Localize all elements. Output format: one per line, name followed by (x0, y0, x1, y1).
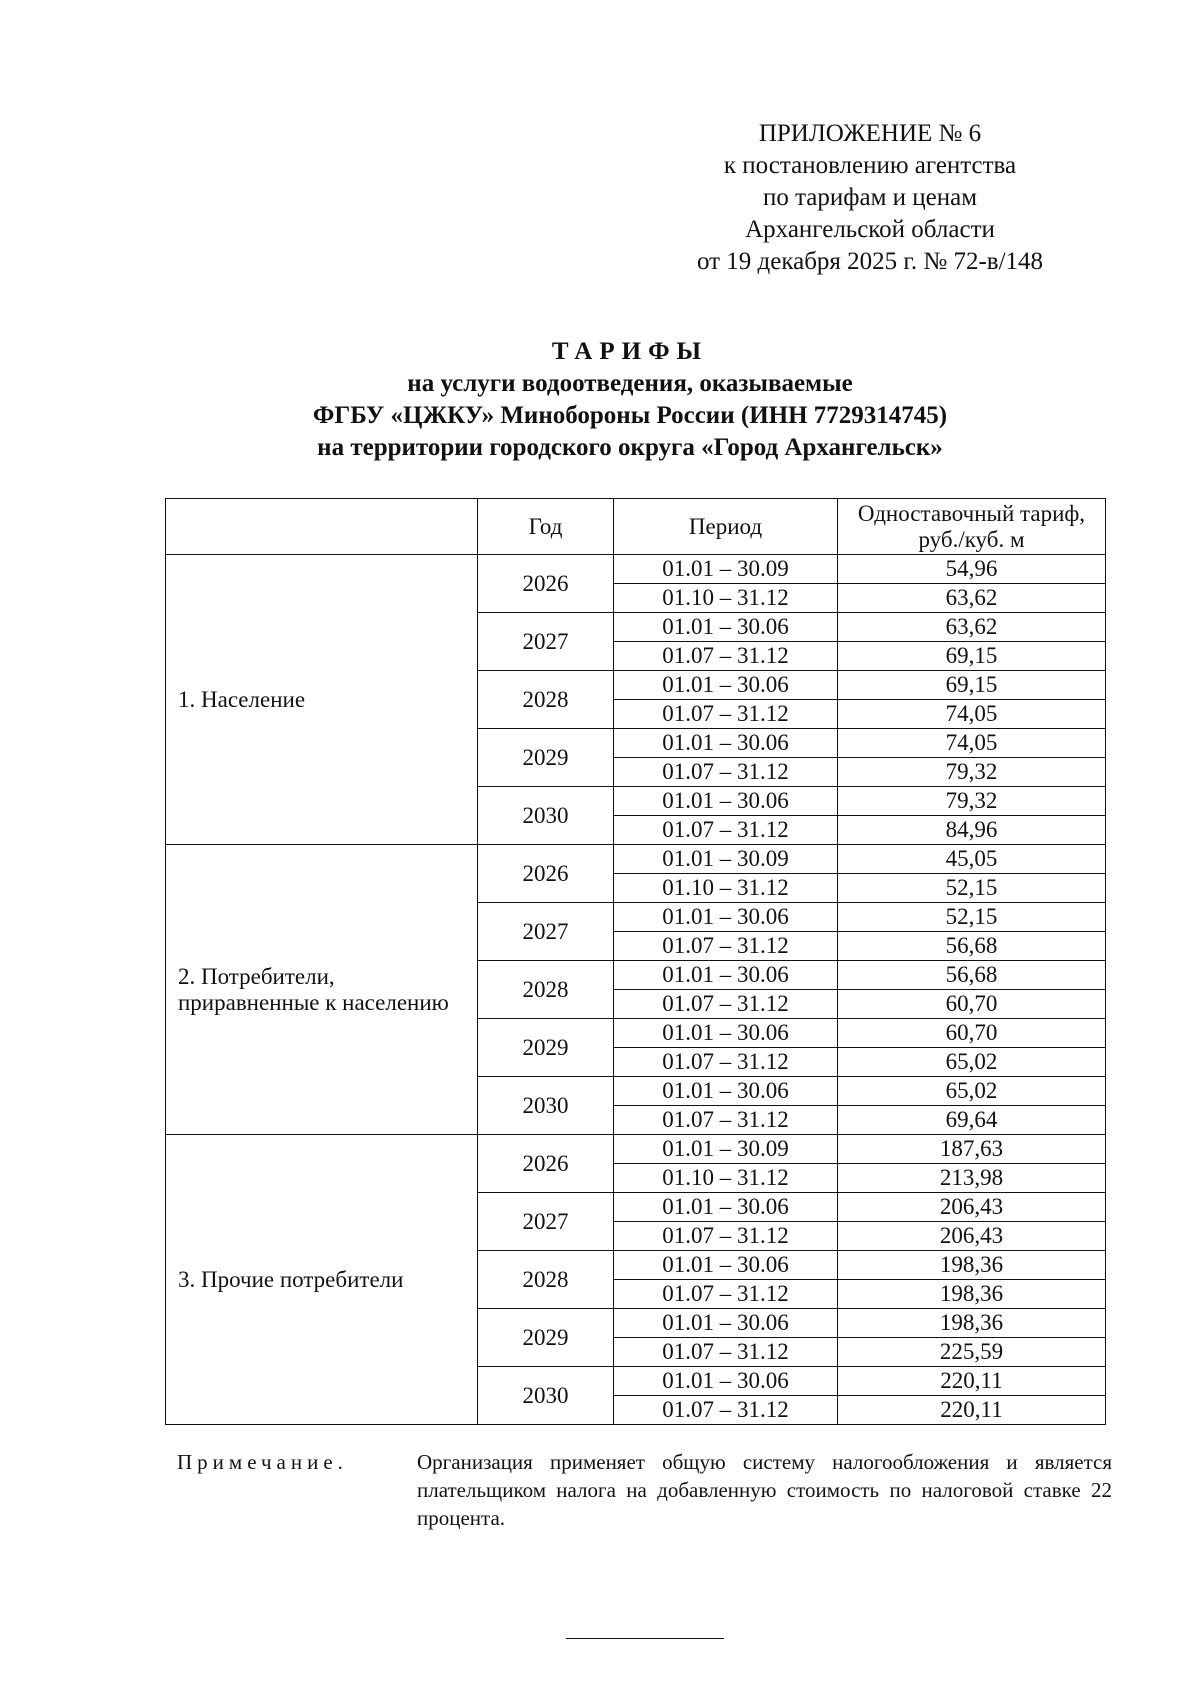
period-cell: 01.01 – 30.06 (614, 961, 838, 990)
period-cell: 01.01 – 30.06 (614, 787, 838, 816)
tariff-value-cell: 79,32 (838, 787, 1106, 816)
table-row (166, 555, 1106, 584)
year-cell: 2028 (478, 961, 614, 1019)
period-cell: 01.01 – 30.06 (614, 613, 838, 642)
tariff-value-cell: 45,05 (838, 845, 1106, 874)
year-cell: 2026 (478, 1135, 614, 1193)
period-cell: 01.10 – 31.12 (614, 874, 838, 903)
period-cell: 01.01 – 30.09 (614, 555, 838, 584)
tariff-value-cell: 69,15 (838, 671, 1106, 700)
tariff-value-cell: 69,64 (838, 1106, 1106, 1135)
period-cell: 01.07 – 31.12 (614, 1106, 838, 1135)
year-cell: 2027 (478, 1193, 614, 1251)
year-cell: 2030 (478, 1367, 614, 1425)
document-title (150, 336, 1110, 464)
title-main: ТАРИФЫ (551, 338, 709, 365)
period-cell: 01.07 – 31.12 (614, 932, 838, 961)
tariff-value-cell: 206,43 (838, 1222, 1106, 1251)
tariff-value-cell: 52,15 (838, 874, 1106, 903)
tariff-value-cell: 63,62 (838, 584, 1106, 613)
tariff-value-cell: 74,05 (838, 700, 1106, 729)
period-cell: 01.10 – 31.12 (614, 1164, 838, 1193)
tariff-value-cell: 63,62 (838, 613, 1106, 642)
period-cell: 01.07 – 31.12 (614, 700, 838, 729)
period-cell: 01.01 – 30.06 (614, 1251, 838, 1280)
note-text: Организация применяет общую систему налогообложения и является плательщиком налога на добавленную стоимость по налоговой ставке 22 процента. (417, 1450, 1112, 1530)
table-body (166, 555, 1106, 1425)
period-cell: 01.07 – 31.12 (614, 990, 838, 1019)
appendix-header (630, 118, 1110, 278)
year-cell: 2027 (478, 903, 614, 961)
tariff-value-cell: 206,43 (838, 1193, 1106, 1222)
period-cell: 01.07 – 31.12 (614, 1048, 838, 1077)
period-cell: 01.01 – 30.06 (614, 903, 838, 932)
tariff-value-cell: 198,36 (838, 1309, 1106, 1338)
year-cell: 2028 (478, 671, 614, 729)
year-cell: 2026 (478, 845, 614, 903)
year-cell: 2030 (478, 787, 614, 845)
period-cell: 01.01 – 30.06 (614, 1077, 838, 1106)
year-cell: 2026 (478, 555, 614, 613)
appendix-ref-line: по тарифам и ценам (762, 184, 978, 211)
title-subline: на территории городского округа «Город Архангельск» (317, 434, 943, 461)
consumer-category (166, 845, 478, 1135)
tariff-value-cell: 52,15 (838, 903, 1106, 932)
consumer-category-line: 2. Потребители, (178, 963, 335, 989)
tariff-value-cell: 65,02 (838, 1048, 1106, 1077)
tariff-value-cell: 213,98 (838, 1164, 1106, 1193)
tariff-value-cell: 56,68 (838, 932, 1106, 961)
table-header-row (166, 499, 1106, 555)
period-cell: 01.01 – 30.06 (614, 1367, 838, 1396)
consumer-category (166, 555, 478, 845)
period-cell: 01.07 – 31.12 (614, 1280, 838, 1309)
tariff-value-cell: 220,11 (838, 1396, 1106, 1425)
note-label: Примечание. (177, 1450, 348, 1474)
table-row (166, 1135, 1106, 1164)
period-cell: 01.01 – 30.06 (614, 671, 838, 700)
period-cell: 01.07 – 31.12 (614, 1338, 838, 1367)
title-subline: на услуги водоотведения, оказываемые (407, 370, 853, 397)
appendix-ref-line: Архангельской области (745, 216, 995, 243)
consumer-category-line: 1. Население (178, 686, 306, 712)
period-cell: 01.01 – 30.09 (614, 1135, 838, 1164)
tariff-value-cell: 198,36 (838, 1251, 1106, 1280)
header-tariff (838, 499, 1106, 555)
year-cell: 2029 (478, 1309, 614, 1367)
period-cell: 01.01 – 30.06 (614, 1193, 838, 1222)
tariff-value-cell: 84,96 (838, 816, 1106, 845)
period-cell: 01.07 – 31.12 (614, 758, 838, 787)
period-cell: 01.01 – 30.06 (614, 729, 838, 758)
year-cell: 2030 (478, 1077, 614, 1135)
period-cell: 01.01 – 30.06 (614, 1019, 838, 1048)
footer-divider (566, 1638, 724, 1639)
header-tariff-line: Одноставочный тариф, (857, 500, 1086, 526)
appendix-number: ПРИЛОЖЕНИЕ № 6 (758, 120, 982, 147)
tariff-value-cell: 225,59 (838, 1338, 1106, 1367)
tariff-table (165, 498, 1106, 1425)
year-cell: 2028 (478, 1251, 614, 1309)
tariff-value-cell: 60,70 (838, 990, 1106, 1019)
tariff-value-cell: 56,68 (838, 961, 1106, 990)
period-cell: 01.10 – 31.12 (614, 584, 838, 613)
table-row (166, 845, 1106, 874)
tariff-value-cell: 65,02 (838, 1077, 1106, 1106)
consumer-category (166, 1135, 478, 1425)
appendix-date: от 19 декабря 2025 г. № 72-в/148 (696, 248, 1044, 275)
header-tariff-unit: руб./куб. м (918, 526, 1025, 552)
year-cell: 2029 (478, 1019, 614, 1077)
title-subline: ФГБУ «ЦЖКУ» Минобороны России (ИНН 7729314745) (312, 402, 948, 429)
period-cell: 01.01 – 30.06 (614, 1309, 838, 1338)
year-cell: 2029 (478, 729, 614, 787)
consumer-category-line: приравненные к населению (178, 989, 449, 1015)
consumer-category-line: 3. Прочие потребители (178, 1266, 404, 1292)
header-period: Период (614, 499, 838, 555)
tariff-value-cell: 54,96 (838, 555, 1106, 584)
period-cell: 01.07 – 31.12 (614, 1222, 838, 1251)
tariff-value-cell: 74,05 (838, 729, 1106, 758)
tariff-value-cell: 60,70 (838, 1019, 1106, 1048)
year-cell: 2027 (478, 613, 614, 671)
period-cell: 01.07 – 31.12 (614, 1396, 838, 1425)
period-cell: 01.07 – 31.12 (614, 816, 838, 845)
header-category (166, 499, 478, 555)
tariff-value-cell: 220,11 (838, 1367, 1106, 1396)
tariff-value-cell: 187,63 (838, 1135, 1106, 1164)
header-year: Год (478, 499, 614, 555)
period-cell: 01.07 – 31.12 (614, 642, 838, 671)
tariff-value-cell: 69,15 (838, 642, 1106, 671)
tariff-value-cell: 198,36 (838, 1280, 1106, 1309)
appendix-ref-line: к постановлению агентства (723, 152, 1017, 179)
period-cell: 01.01 – 30.09 (614, 845, 838, 874)
tariff-value-cell: 79,32 (838, 758, 1106, 787)
